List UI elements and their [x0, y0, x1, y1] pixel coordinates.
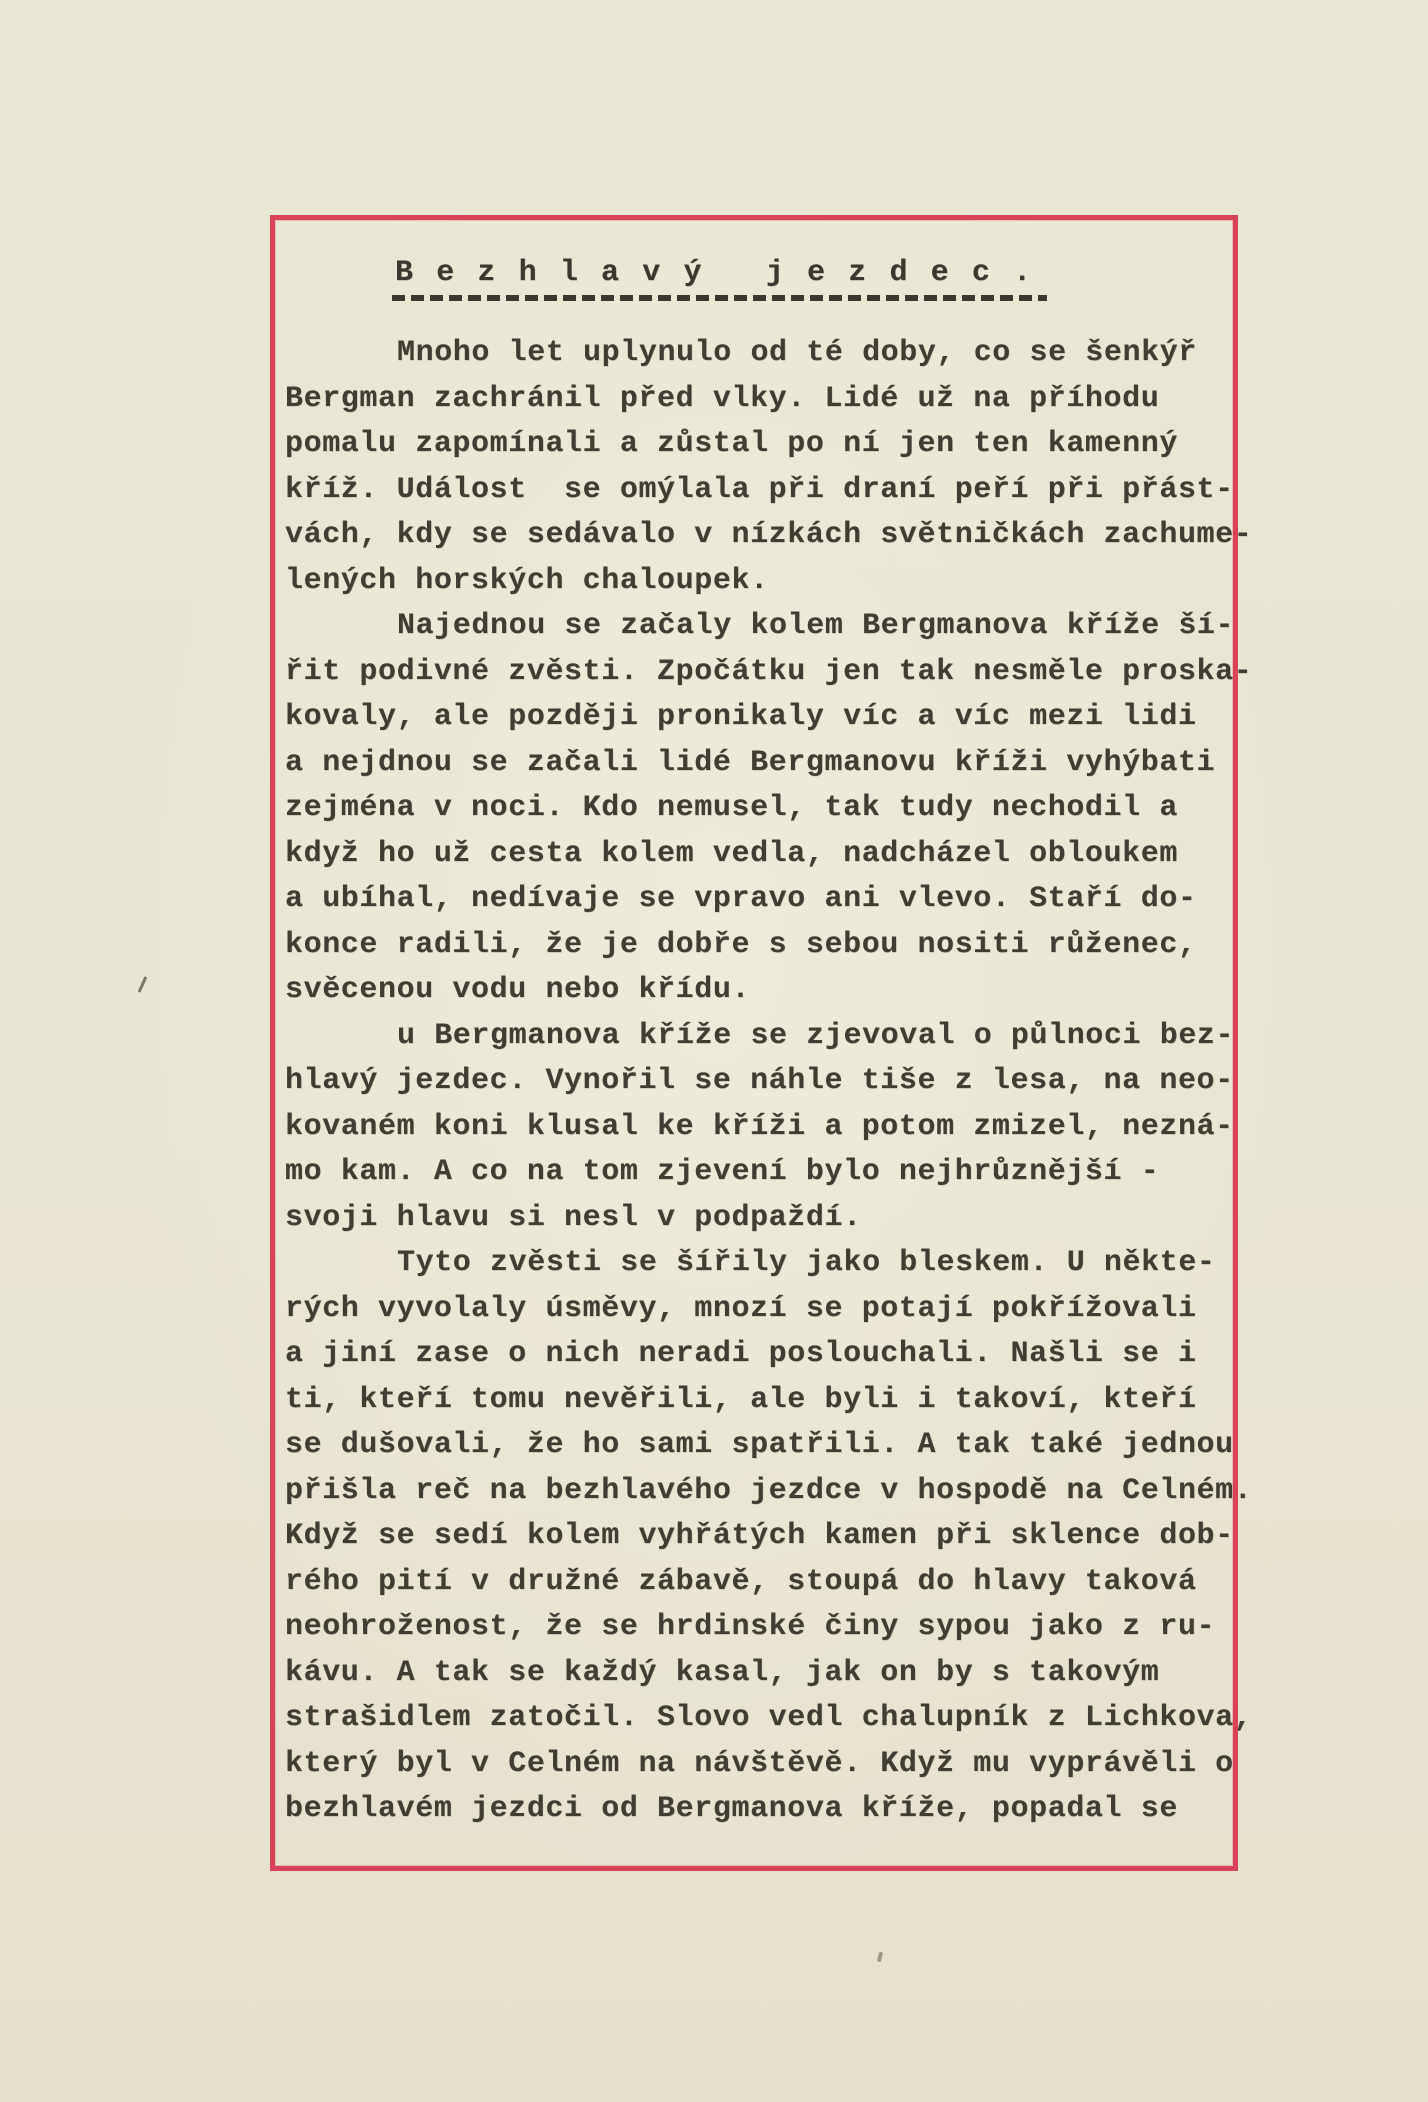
text-line: Bergman zachránil před vlky. Lidé už na příhodu	[285, 381, 1160, 416]
text-line: vách, kdy se sedávalo v nízkách světničkách zachume-	[285, 518, 1253, 552]
text-line: a jiní zase o nich neradi poslouchali. Našli se i	[285, 1337, 1197, 1371]
text-line: a nejdnou se začali lidé Bergmanovu kříži vyhýbati	[285, 745, 1216, 780]
title-underline	[392, 295, 1047, 301]
text-line: Když se sedí kolem vyhřátých kamen při sklence dob-	[285, 1519, 1234, 1553]
text-line: a ubíhal, nedívaje se vpravo ani vlevo. Staří do-	[285, 882, 1197, 916]
text-line: řit podivné zvěsti. Zpočátku jen tak nesměle proska-	[285, 654, 1253, 689]
text-line: lených horských chaloupek.	[285, 563, 769, 598]
text-line: u Bergmanova kříže se zjevoval o půlnoci bez-	[397, 1018, 1235, 1053]
stray-ink-mark	[877, 1952, 883, 1963]
text-line: bezhlavém jezdci od Bergmanova kříže, popadal se	[285, 1792, 1178, 1826]
text-line: když ho už cesta kolem vedla, nadcházel obloukem	[285, 836, 1178, 871]
text-line: neohroženost, že se hrdinské činy sypou jako z ru-	[285, 1610, 1216, 1644]
text-line: kovaly, ale později pronikaly víc a víc mezi lidi	[285, 700, 1197, 734]
text-line: rého pití v družné zábavě, stoupá do hlavy taková	[285, 1564, 1197, 1599]
text-line: který byl v Celném na návštěvě. Když mu vyprávěli o	[285, 1746, 1234, 1781]
text-line: svěcenou vodu nebo křídu.	[285, 973, 751, 1007]
text-line: kříž. Událost se omýlala při draní peří při přást-	[285, 472, 1234, 507]
text-line: Tyto zvěsti se šířily jako bleskem. U někte-	[397, 1246, 1216, 1280]
typewritten-content	[285, 220, 1263, 1833]
text-line: hlavý jezdec. Vynořil se náhle tiše z lesa, na neo-	[285, 1064, 1234, 1098]
red-border-frame	[270, 215, 1253, 1871]
text-line: svoji hlavu si nesl v podpaždí.	[285, 1200, 862, 1235]
text-line: kovaném koni klusal ke kříži a potom zmizel, nezná-	[285, 1109, 1234, 1144]
text-line: zejména v noci. Kdo nemusel, tak tudy nechodil a	[285, 791, 1178, 825]
text-line: Najednou se začaly kolem Bergmanova kříže ší-	[397, 609, 1235, 643]
text-line: strašidlem zatočil. Slovo vedl chalupník z Lichkova,	[285, 1701, 1253, 1735]
text-line: kávu. A tak se každý kasal, jak on by s takovým	[285, 1655, 1160, 1690]
text-line: Mnoho let uplynulo od té doby, co se šenkýř	[397, 336, 1197, 370]
text-line: pomalu zapomínali a zůstal po ní jen ten kamenný	[285, 427, 1178, 461]
stray-ink-mark	[138, 976, 148, 993]
document-title: B e z h l a v ý j e z d e c .	[395, 256, 1034, 290]
text-line: ti, kteří tomu nevěřili, ale byli i takoví, kteří	[285, 1382, 1197, 1417]
body-text	[285, 331, 1263, 1833]
text-line: přišla reč na bezhlavého jezdce v hospodě na Celném.	[285, 1473, 1253, 1508]
text-line: konce radili, že je dobře s sebou nositi růženec,	[285, 927, 1197, 962]
text-line: rých vyvolaly úsměvy, mnozí se potají pokřížovali	[285, 1291, 1197, 1326]
text-line: mo kam. A co na tom zjevení bylo nejhrůznější -	[285, 1155, 1160, 1189]
text-line: se dušovali, že ho sami spatřili. A tak také jednou	[285, 1428, 1234, 1462]
